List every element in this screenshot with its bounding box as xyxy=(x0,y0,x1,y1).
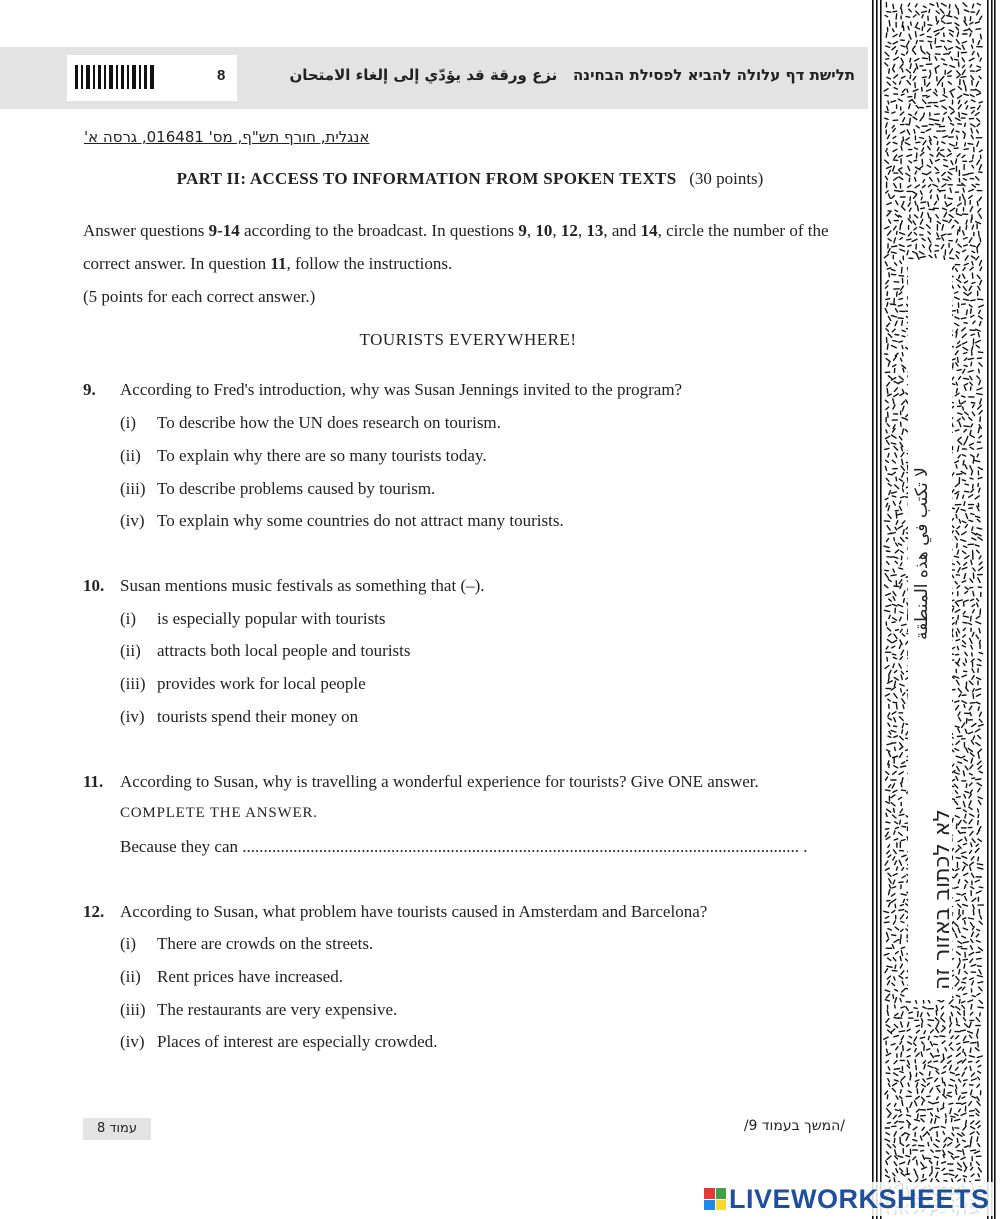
answer-prompt: Because they can xyxy=(120,837,243,856)
header-page-number: 8 xyxy=(217,67,226,84)
question-number: 11. xyxy=(83,772,104,791)
option-text: provides work for local people xyxy=(157,674,366,693)
option-label: (iii) xyxy=(120,479,146,498)
option-10-iv[interactable] xyxy=(120,707,358,727)
option-10-i[interactable] xyxy=(120,609,386,629)
logo-cube-cell xyxy=(716,1188,727,1199)
instr-text: , xyxy=(526,221,536,240)
instructions xyxy=(83,214,863,313)
instr-bold: 12 xyxy=(560,221,578,240)
question-number: 12. xyxy=(83,902,105,921)
logo-text: LIVEWORKSHEETS xyxy=(729,1183,990,1214)
option-10-iii[interactable] xyxy=(120,674,366,694)
logo-cube-cell xyxy=(704,1200,715,1211)
instr-bold: 9 xyxy=(518,221,527,240)
question-stem: According to Susan, why is travelling a wonderful experience for tourists? Give ONE answer. xyxy=(120,772,759,791)
points-note: (5 points for each correct answer.) xyxy=(83,287,316,306)
footer-page-label: עמוד 8 xyxy=(83,1118,151,1140)
option-10-ii[interactable] xyxy=(120,641,411,661)
side-strip-arabic: لا تكتب في هذه المنطقة xyxy=(912,467,932,640)
option-12-iii[interactable] xyxy=(120,1000,397,1020)
option-label: (iv) xyxy=(120,1032,145,1051)
barcode-icon xyxy=(75,65,154,89)
instr-bold: 11 xyxy=(270,254,287,273)
option-text: To explain why some countries do not attract many tourists. xyxy=(157,511,564,530)
option-text: Places of interest are especially crowded. xyxy=(157,1032,438,1051)
instr-text: Answer questions xyxy=(83,221,209,240)
instr-text: according to the broadcast. In questions xyxy=(239,221,519,240)
complete-instruction: COMPLETE THE ANSWER. xyxy=(120,805,318,821)
footer-continued: /המשך בעמוד 9/ xyxy=(743,1118,845,1134)
option-label: (iii) xyxy=(120,1000,146,1019)
option-label: (i) xyxy=(120,609,137,628)
option-12-ii[interactable] xyxy=(120,967,343,987)
question-stem: Susan mentions music festivals as something that (–). xyxy=(120,576,485,595)
option-label: (ii) xyxy=(120,641,141,660)
option-12-iv[interactable] xyxy=(120,1032,437,1052)
instr-text: , xyxy=(577,221,587,240)
option-label: (iv) xyxy=(120,511,145,530)
barcode-box xyxy=(67,55,237,101)
instr-bold: 14 xyxy=(640,221,658,240)
part-title-text: PART II: ACCESS TO INFORMATION FROM SPOKEN TEXTS xyxy=(176,169,677,188)
question-stem: According to Fred's introduction, why was Susan Jennings invited to the program? xyxy=(120,380,683,399)
option-text: To describe problems caused by tourism. xyxy=(157,479,436,498)
question-stem: According to Susan, what problem have tourists caused in Amsterdam and Barcelona? xyxy=(120,902,708,921)
option-label: (i) xyxy=(120,413,137,432)
option-9-i[interactable] xyxy=(120,413,501,433)
instr-bold: 10 xyxy=(535,221,553,240)
side-strip-hebrew: לא לכתוב באזור זה xyxy=(930,809,955,990)
option-text: The restaurants are very expensive. xyxy=(157,1000,398,1019)
instr-text: , and xyxy=(603,221,641,240)
option-label: (iv) xyxy=(120,707,145,726)
instr-text: , xyxy=(552,221,561,240)
option-text: There are crowds on the streets. xyxy=(157,934,374,953)
header-warning xyxy=(289,66,855,84)
answer-blank-11[interactable]: ................................................................................................................................... . xyxy=(242,837,808,856)
instr-text: , circle the number of the correct answer. In question xyxy=(83,221,829,273)
warning-arabic: نزع ورقة قد يؤدّي إلى إلغاء الامتحان xyxy=(289,66,558,84)
instr-text: , follow the instructions. xyxy=(286,254,453,273)
logo-cube-cell xyxy=(716,1200,727,1211)
option-9-iii[interactable] xyxy=(120,479,435,499)
option-label: (i) xyxy=(120,934,137,953)
option-text: Rent prices have increased. xyxy=(157,967,343,986)
option-text: is especially popular with tourists xyxy=(157,609,386,628)
warning-hebrew: תלישת דף עלולה להביא לפסילת הבחינה xyxy=(572,66,855,84)
instr-bold: 9-14 xyxy=(208,221,240,240)
option-label: (ii) xyxy=(120,967,141,986)
option-9-iv[interactable] xyxy=(120,511,564,531)
exam-id: אנגלית, חורף תש"ף, מס' 016481, גרסה א' xyxy=(84,128,370,146)
option-text: To describe how the UN does research on tourism. xyxy=(157,413,501,432)
part-points: (30 points) xyxy=(689,169,764,188)
question-number: 10. xyxy=(83,576,105,595)
option-label: (ii) xyxy=(120,446,141,465)
option-9-ii[interactable] xyxy=(120,446,487,466)
question-number: 9. xyxy=(83,380,96,399)
part-title xyxy=(0,169,940,189)
logo-cube-cell xyxy=(704,1188,715,1199)
text-title: TOURISTS EVERYWHERE! xyxy=(359,330,577,349)
answer-line-11 xyxy=(120,837,808,857)
option-text: To explain why there are so many tourists today. xyxy=(157,446,487,465)
logo-cube-icon xyxy=(704,1188,726,1210)
option-text: attracts both local people and tourists xyxy=(157,641,411,660)
option-text: tourists spend their money on xyxy=(157,707,359,726)
instr-bold: 13 xyxy=(586,221,604,240)
option-label: (iii) xyxy=(120,674,146,693)
liveworksheets-logo xyxy=(700,1182,994,1216)
option-12-i[interactable] xyxy=(120,934,373,954)
